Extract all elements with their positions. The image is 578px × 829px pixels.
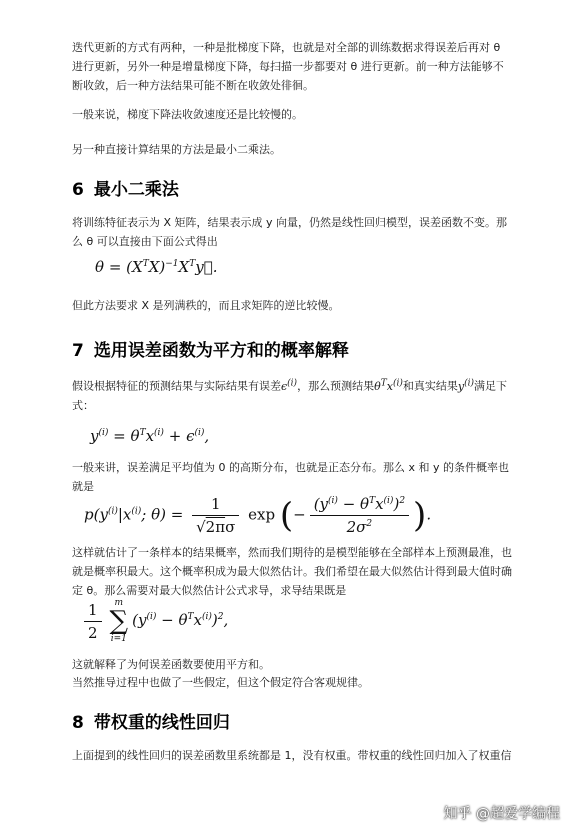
text-segment: 假设根据特征的预测结果与实际结果有误差 (72, 379, 281, 393)
heading-section-6 (72, 175, 512, 200)
paragraph-explanation: 这就解释了为何误差函数要使用平方和。 (72, 658, 270, 671)
formula-error-model: $y^{(i)} = \theta^Tx^{(i)} + \epsilon^{(i)}$, (90, 427, 210, 445)
text-segment: 和真实结果 (402, 379, 458, 393)
heading-text: 带权重的线性回归 (93, 713, 230, 733)
paragraph-gaussian: 一般来讲，误差满足平均值为 0 的高斯分布，也就是正态分布。那么 x 和 y 的条件概率也就是 (72, 461, 509, 493)
heading-text: 选用误差函数为平方和的概率解释 (93, 341, 349, 361)
paragraph-matrix-form: 将训练特征表示为 X 矩阵，结果表示成 y 向量，仍然是线性回归模型，误差函数不变。那么 θ 可以直接由下面公式得出 (72, 216, 508, 248)
text-segment: ，那么预测结果 (297, 379, 375, 393)
paragraph-least-squares-intro: 另一种直接计算结果的方法是最小二乘法。 (72, 143, 281, 156)
paragraph-max-likelihood: 这样就估计了一条样本的结果概率，然而我们期待的是模型能够在全部样本上预测最准，也就是概率积最大。这个概率积成为最大似然估计。我们希望在最大似然估计得到最大值时确定 θ。那么需要对最大似然估计公式求导，求导结果既是 (72, 546, 512, 597)
paragraph-full-rank: 但此方法要求 X 是列满秩的，而且求矩阵的逆比较慢。 (72, 299, 340, 312)
heading-section-7 (72, 336, 512, 361)
zhihu-watermark: 知乎 @超爱学编程 (443, 806, 560, 822)
paragraph-convergence: 一般来说，梯度下降法收敛速度还是比较慢的。 (72, 108, 303, 121)
paragraph-gradient-descent: 迭代更新的方式有两种，一种是批梯度下降，也就是对全部的训练数据求得误差后再对 θ 进行更新，另外一种是增量梯度下降，每扫描一步都要对 θ 进行更新。前一种方法能够不断收敛，后一种方法结果可能不断在收敛处徘徊。 (72, 41, 504, 92)
heading-number: 6 (72, 180, 84, 200)
heading-section-8 (72, 708, 512, 733)
text-segment: 满足下式： (72, 379, 507, 412)
formula-conditional-probability: $p(y^{(i)}|x^{(i)}$; θ) = $\frac{1}{√2\pi\sigma}$ exp (− $\frac{(y^{(i)} - \theta^Tx^{(i)})^2}{2\sigma^2}$ ). (84, 495, 432, 536)
heading-number: 8 (72, 713, 84, 733)
formula-sum-of-squares: $\frac{1}{2}$ m ∑ i=1 $(y^{(i)} - \theta^Tx^{(i)})^2$, (80, 598, 228, 644)
formula-normal-equation: $\theta = (X^TX)^{-1}X^Ty⃗$. (95, 258, 218, 276)
paragraph-weighted-regression: 上面提到的线性回归的误差函数里系统都是 1，没有权重。带权重的线性回归加入了权重信 (72, 749, 512, 762)
paragraph-error-assumption: 假设根据特征的预测结果与实际结果有误差$\epsilon^{(i)}$，那么预测结果$\theta^Tx^{(i)}$和真实结果$y^{(i)}$满足下式： (72, 378, 507, 412)
paragraph-assumption: 当然推导过程中也做了一些假定，但这个假定符合客观规律。 (72, 676, 369, 689)
heading-text: 最小二乘法 (93, 180, 179, 200)
heading-number: 7 (72, 341, 84, 361)
